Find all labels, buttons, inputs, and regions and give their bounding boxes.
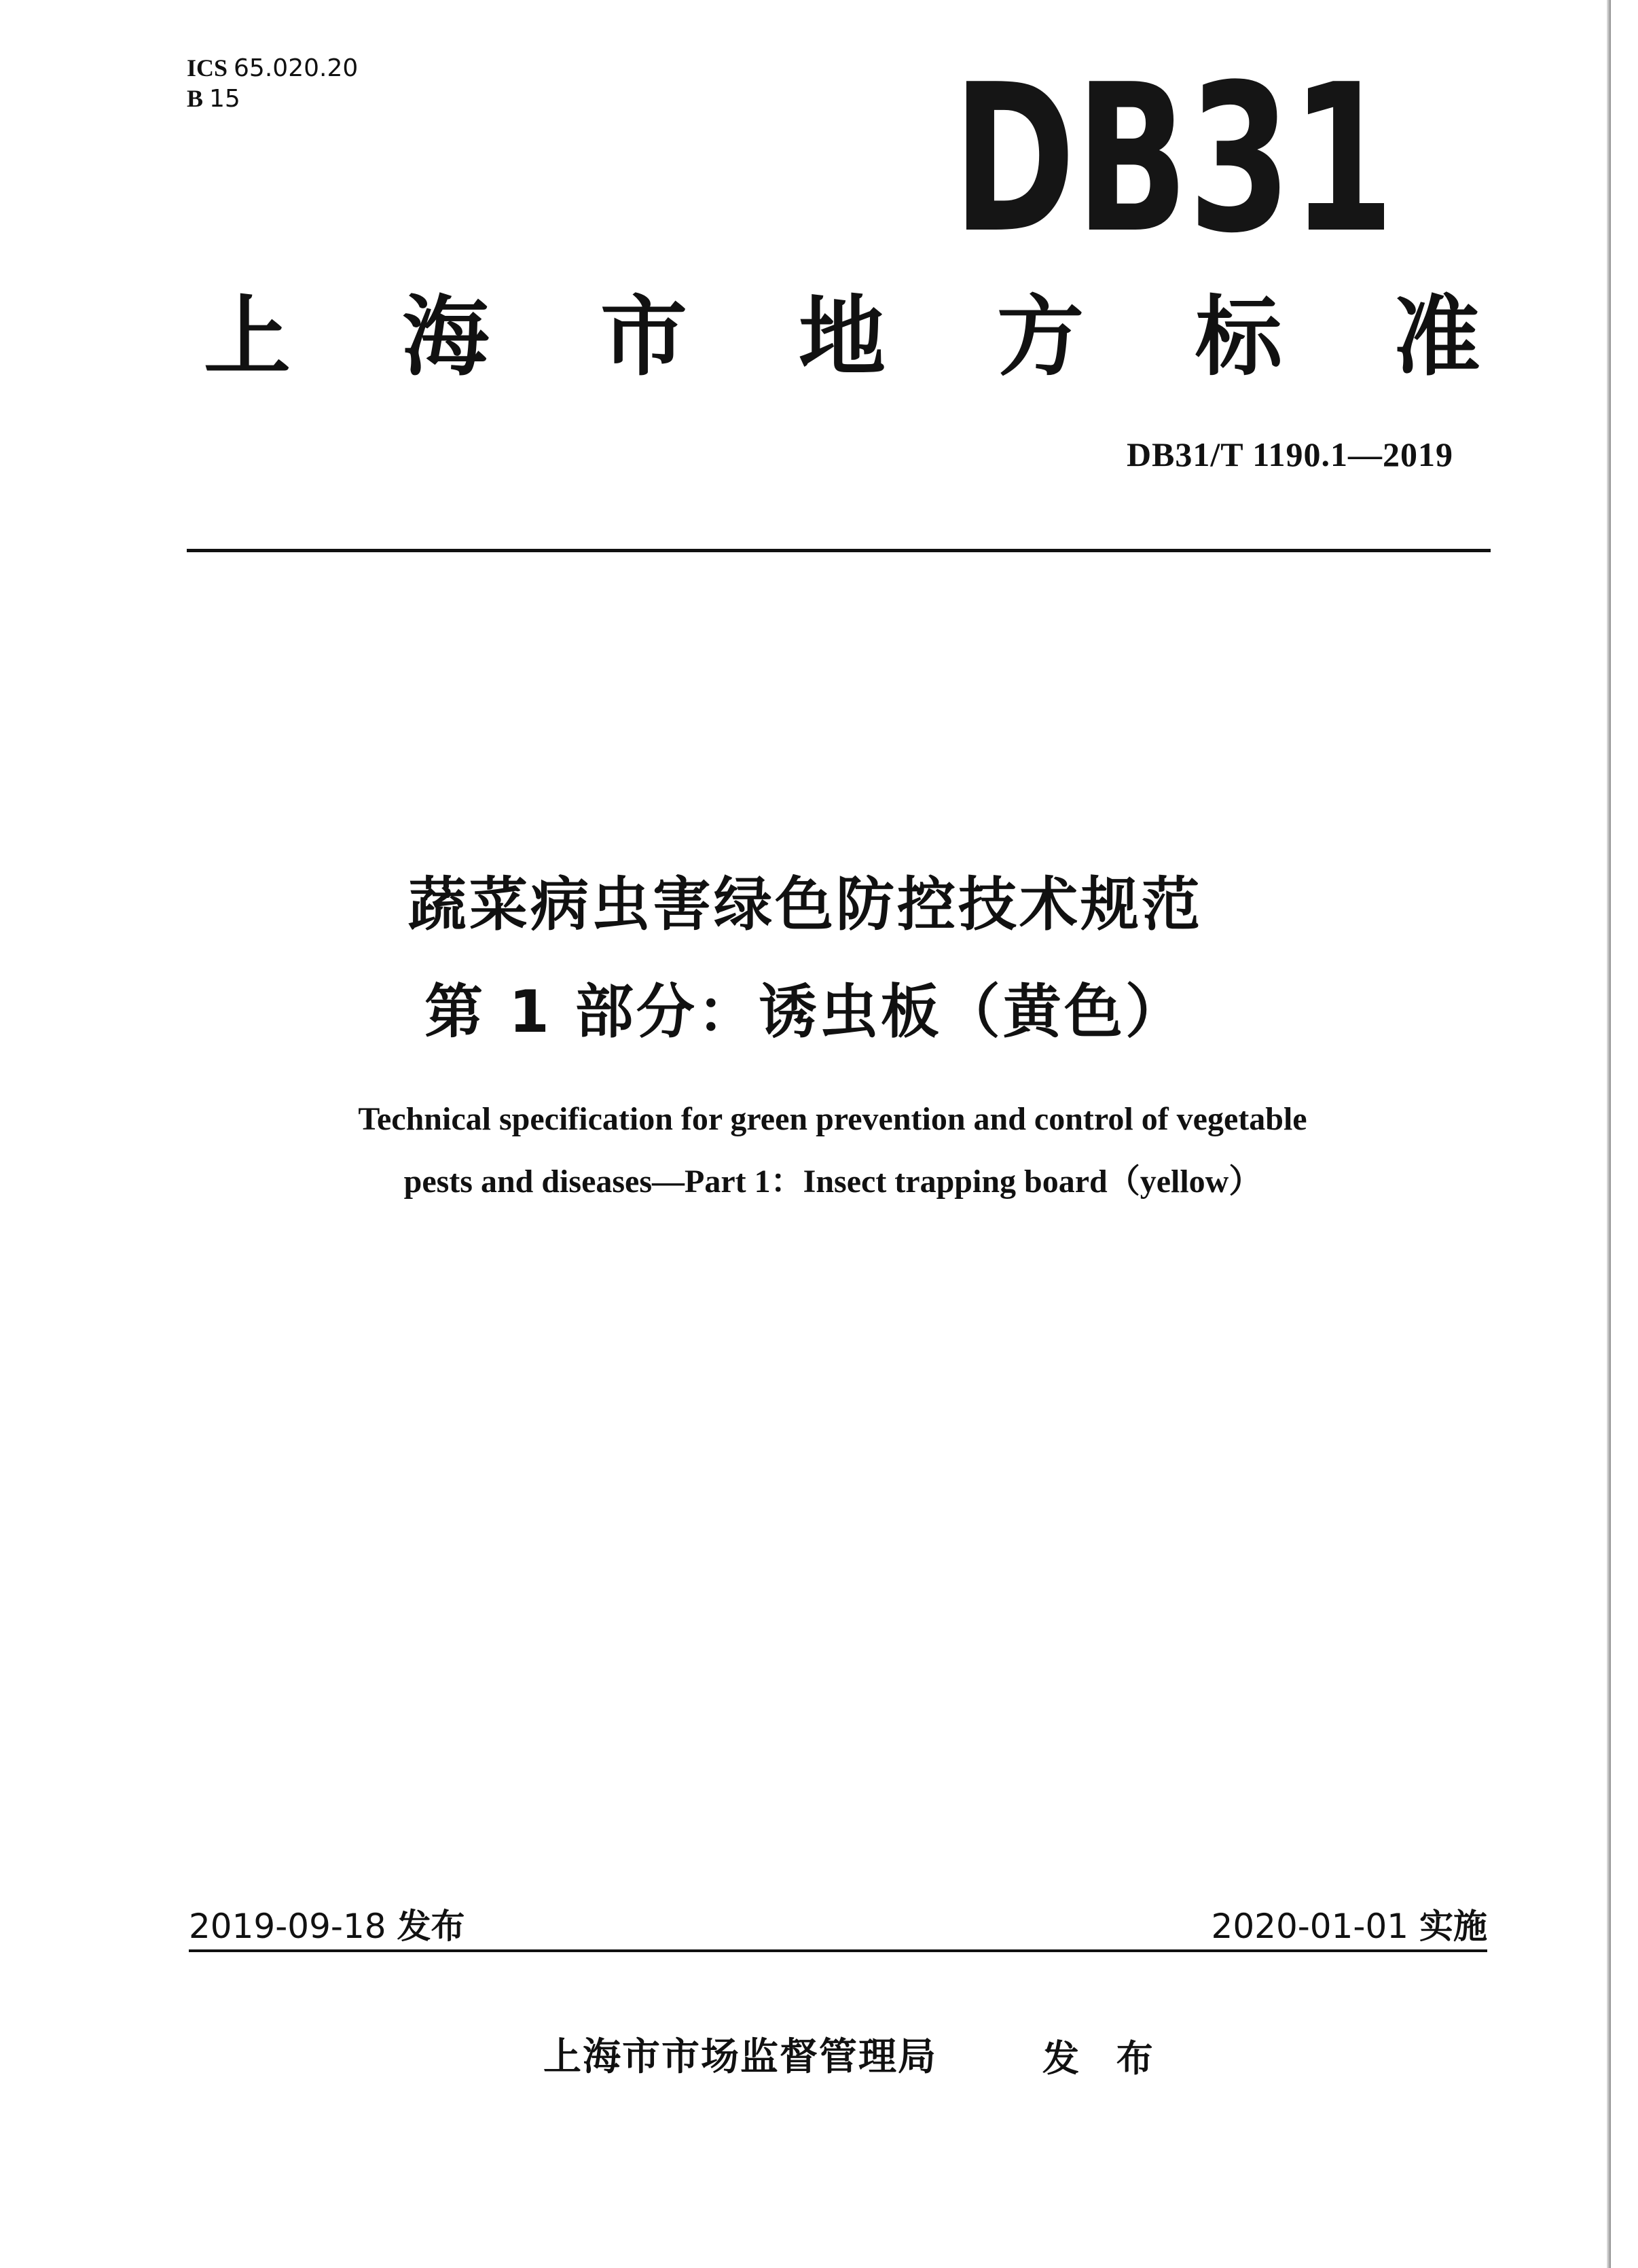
heading-char: 海: [401, 287, 489, 388]
heading-char: 上: [204, 287, 291, 388]
ccs-code: B 15: [187, 85, 240, 113]
issue-label: 发布: [397, 1907, 465, 1946]
bottom-divider: [189, 1949, 1487, 1952]
implement-date: [1212, 1899, 1487, 1948]
implement-label: 实施: [1419, 1907, 1487, 1946]
db31-logo: [949, 41, 1398, 278]
chinese-title-line1: 蔬菜病虫害绿色防控技术规范: [408, 871, 1203, 939]
classification-codes: [187, 53, 358, 114]
heading-char: 市: [600, 287, 687, 388]
english-title-line2: pests and diseases—Part 1：Insect trapping board（yellow）: [403, 1164, 1262, 1200]
issue-date: [189, 1899, 465, 1948]
ics-code: ICS 65.020.20: [187, 54, 359, 82]
heading-char: 标: [1195, 287, 1282, 388]
chinese-title-line2: 第 1 部分：诱虫板（黄色）: [424, 978, 1186, 1046]
publisher-name: 上海市市场监督管理局: [543, 2035, 937, 2079]
svg-text:DB31: DB31: [953, 41, 1394, 278]
standard-type-heading: [204, 278, 1480, 388]
top-divider: [187, 549, 1491, 552]
english-title-line1: Technical specification for green prevention and control of vegetable: [358, 1101, 1307, 1137]
implement-date-value: 2020-01-01: [1211, 1907, 1409, 1946]
standard-number: DB31/T 1190.1—2019: [1126, 435, 1453, 473]
publish-label: 发 布: [1042, 2037, 1165, 2080]
heading-char: 地: [798, 287, 886, 388]
heading-char: 准: [1393, 287, 1480, 388]
heading-char: 方: [996, 287, 1084, 388]
issue-date-value: 2019-09-18: [189, 1907, 386, 1946]
